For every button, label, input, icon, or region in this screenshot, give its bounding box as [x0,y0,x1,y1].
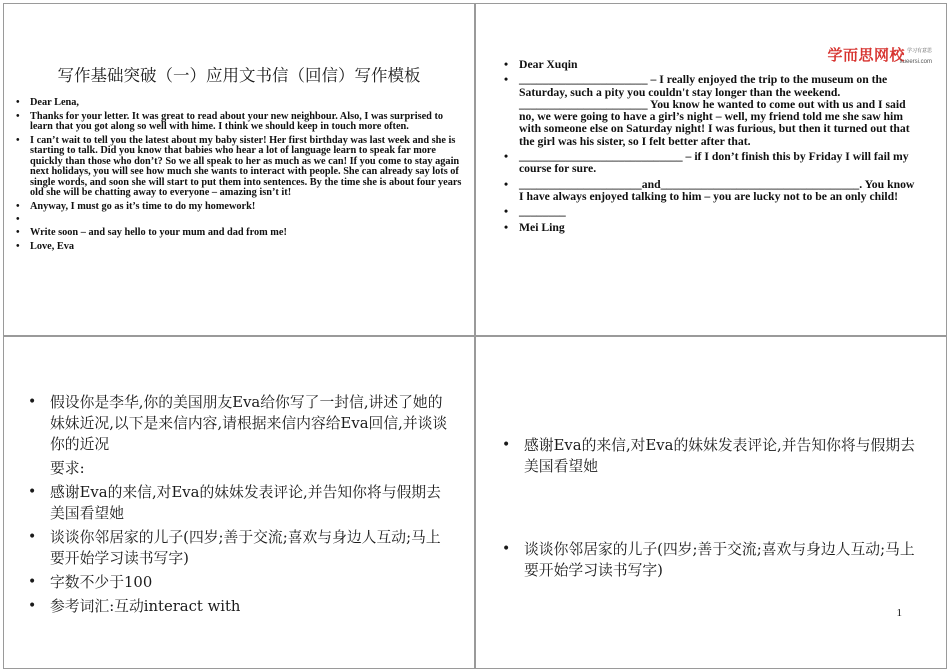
slide-panel-letter-from-eva [3,3,475,336]
list-item: • 谈谈你邻居家的儿子(四岁;善于交流;喜欢与身边人互动;马上要开始学习读书写字) [502,541,915,579]
list-item: • Dear Lena, [16,97,80,108]
bullet-icon: • [28,529,37,545]
bullet-icon: • [16,110,20,122]
list-item: • ______________________ – I really enjoyed the trip to the museum on the Saturday, such a pity you couldn't stay longer than the weekend. ______________________ You know he wanted to come out with us and I said no, we were going to have a girl’s night – well, my friend told me she saw him with someone else on Saturday night! I was furious, but then it turned out that the girl was his sister, so I felt better after that. [504,73,910,148]
bullet-icon: • [16,97,20,108]
list-item: • ________ [504,205,566,219]
bullet-icon: • [28,484,37,500]
page-number: 1 [896,607,902,619]
letter-bullet-list [16,98,466,255]
list-item: • 感谢Eva的来信,对Eva的妹妹发表评论,并告知你将与假期去美国看望她 [28,484,441,522]
list-item: • Mei Ling [504,220,565,234]
list-item: • Thanks for your letter. It was great to read about your new neighbour. Also, I was surprised to learn that you got along so well with hime. I think we should keep in touch more often. [16,110,444,132]
list-item: • 字数不少于100 [28,574,153,591]
bullet-icon: • [16,214,20,225]
list-item: • 感谢Eva的来信,对Eva的妹妹发表评论,并告知你将与假期去美国看望她 [502,437,915,475]
logo-text: 学而思网校 [827,46,905,64]
logo-domain: xueersi.com [899,59,932,65]
slide-panel-outline [475,336,947,669]
outline-point-2 [502,539,922,581]
logo-slogan: 学习有意思 [906,48,932,54]
bullet-icon: • [502,437,511,453]
bullet-icon: • [504,73,509,87]
list-item: • Anyway, I must go as it’s time to do my homework! [16,200,256,212]
bullet-icon: • [28,394,37,410]
bullet-icon: • [504,220,509,234]
bullet-icon: • [16,134,20,146]
bullet-icon: • [16,227,20,238]
slide-title: 写作基础突破（一）应用文书信（回信）写作模板 [57,66,421,85]
list-item: • ____________________________ – if I don’t finish this by Friday I will fail my course for sure. [504,150,909,176]
list-item: • 假设你是李华,你的美国朋友Eva给你写了一封信,讲述了她的妹妹近况,以下是来信内容,请根据来信内容给Eva回信,并谈谈你的近况 [28,394,448,453]
bullet-icon: • [504,150,509,164]
list-item: • 参考词汇:互动interact with [28,598,241,615]
list-item: • Dear Xuqin [504,58,578,71]
task-bullet-list [28,392,448,620]
bullet-icon: • [28,574,37,590]
slide-panel-letter-template [475,3,947,336]
slide-panel-task [3,336,475,669]
list-item: • Love, Eva [16,240,75,252]
bullet-icon: • [16,240,20,252]
requirement-label: 要求: [50,460,85,477]
list-item: • Write soon – and say hello to your mum and dad from me! [16,227,287,238]
list-item-empty [16,215,466,225]
bullet-icon: • [504,177,509,191]
bullet-icon: • [16,200,20,212]
bullet-icon: • [504,205,509,219]
template-bullet-list [504,59,916,237]
bullet-icon: • [504,58,509,71]
list-item: • I can’t wait to tell you the latest about my baby sister! Her first birthday was last week and she is starting to talk. Did you know that babies who hear a lot of language learn to speak far more quickly than those who don’t? So we all speak to her as much as we can! If you come to stay again next holidays, you will see how much she wants to interact with people. She can already say lots of single words, and soon she will start to put them into sentences. By the time she is about four years old she will be chatting away to everyone – amazing isn’t it! [16,134,462,198]
list-item: • _____________________and__________________________________. You know I have always enjoyed talking to him – you are lucky not to be an only child! [504,177,915,203]
bullet-icon: • [28,598,37,614]
outline-point-1 [502,435,922,477]
bullet-icon: • [502,541,511,557]
list-item: • 谈谈你邻居家的儿子(四岁;善于交流;喜欢与身边人互动;马上要开始学习读书写字) [28,529,441,567]
